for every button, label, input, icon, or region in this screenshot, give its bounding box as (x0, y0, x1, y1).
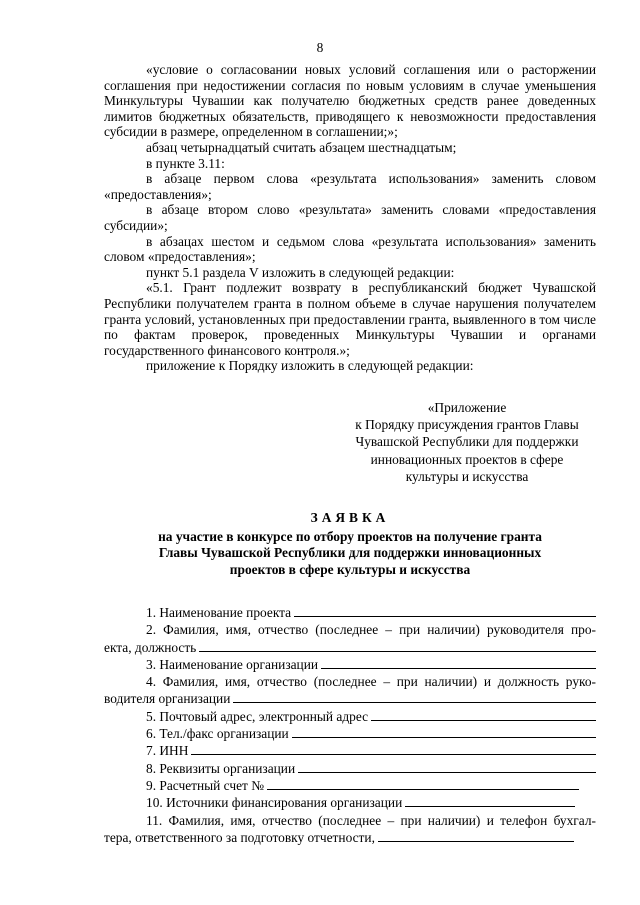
form-row-organization-head-cont (104, 690, 596, 707)
application-heading: ЗАЯВКА (310, 510, 390, 525)
form-row-accountant (104, 812, 596, 829)
account-field[interactable] (267, 777, 579, 790)
project-name-field[interactable] (294, 604, 596, 617)
inn-field[interactable] (191, 742, 596, 755)
form-label: тера, ответственного за подготовку отчетности, (104, 829, 375, 845)
paragraph-sixth-seventh-abzac: в абзацах шестом и седьмом слова «результата использования» заменить словом «предоставления»; (104, 233, 596, 265)
appendix-line: Чувашской Республики для поддержки (355, 434, 579, 450)
form-row-project-leader (104, 621, 596, 638)
form-row-phone (104, 725, 596, 742)
organization-name-field[interactable] (321, 656, 596, 669)
form-label: 3. Наименование организации (146, 656, 319, 672)
application-subtitle-line: на участие в конкурсе по отбору проектов на получение гранта (158, 528, 542, 544)
form-label: 2. Фамилия, имя, отчество (последнее – при наличии) руководителя про- (146, 622, 596, 638)
form-row-project-leader-cont (104, 639, 596, 656)
appendix-line: «Приложение (427, 400, 507, 415)
form-row-organization-name (104, 656, 596, 673)
accountant-field[interactable] (378, 829, 574, 842)
paragraph-point-3-11: в пункте 3.11: (146, 155, 225, 171)
form-row-project-name (104, 604, 596, 621)
paragraph-abzac-14: абзац четырнадцатый считать абзацем шестнадцатым; (146, 139, 457, 155)
application-form (104, 604, 596, 846)
form-row-funding (104, 794, 596, 811)
form-row-accountant-cont (104, 829, 596, 846)
appendix-line: культуры и искусства (405, 468, 529, 484)
address-field[interactable] (371, 708, 596, 721)
form-label: 1. Наименование проекта (146, 605, 292, 620)
paragraph-quoted-condition: «условие о согласовании новых условий соглашения или о расторжении соглашения при недостижении согласия по новым условиям в случае уменьшения Минкультуры Чувашии как получателю бюджетных средств ранее доведенных лимитов бюджетных обязательств, приводящего к невозможности предоставления субсидии в размере, определенном в соглашении;»; (104, 62, 596, 140)
requisites-field[interactable] (298, 760, 596, 773)
amendment-text (104, 62, 596, 374)
project-leader-field[interactable] (199, 639, 596, 652)
application-subtitle-line: Главы Чувашской Республики для поддержки инновационных (158, 545, 542, 561)
form-row-requisites (104, 760, 596, 777)
paragraph-point-5-1-intro: пункт 5.1 раздела V изложить в следующей редакции: (146, 264, 455, 280)
form-label: 4. Фамилия, имя, отчество (последнее – при наличии) и должность руко- (146, 674, 596, 690)
form-label: водителя организации (104, 691, 231, 707)
paragraph-point-5-1-text: «5.1. Грант подлежит возврату в республиканский бюджет Чувашской Республики получателем гранта в полном объеме в случае нарушения получателем гранта условий, установленных при предоставлении гранта, выявленного в том числе по фактам проверок, проведенных Минкультуры Чувашии и органами государственного финансового контроля.»; (104, 280, 596, 358)
form-label: екта, должность (104, 639, 197, 655)
appendix-header (338, 399, 596, 485)
paragraph-appendix-intro: приложение к Порядку изложить в следующей редакции: (146, 358, 474, 374)
paragraph-first-abzac: в абзаце первом слова «результата использования» заменить словом «предоставления»; (104, 171, 596, 202)
phone-field[interactable] (292, 725, 596, 738)
paragraph-second-abzac: в абзаце втором слово «результата» заменить словами «предоставления субсидии»; (104, 202, 596, 233)
form-label: 7. ИНН (146, 743, 189, 759)
application-subtitle-line: проектов в сфере культуры и искусства (229, 561, 471, 577)
form-row-organization-head (104, 673, 596, 690)
form-row-account (104, 777, 596, 794)
appendix-line: к Порядку присуждения грантов Главы (355, 417, 579, 433)
organization-head-field[interactable] (233, 690, 596, 703)
form-row-inn (104, 742, 596, 759)
form-label: 10. Источники финансирования организации (146, 795, 403, 811)
form-label: 11. Фамилия, имя, отчество (последнее – при наличии) и телефон бухгал- (146, 812, 596, 828)
funding-field[interactable] (405, 794, 575, 807)
application-title (104, 510, 596, 578)
form-label: 9. Расчетный счет № (146, 777, 264, 793)
page-number: 8 (316, 40, 324, 55)
form-label: 5. Почтовый адрес, электронный адрес (146, 708, 369, 724)
form-row-address (104, 708, 596, 725)
form-label: 8. Реквизиты организации (146, 760, 296, 776)
form-label: 6. Тел./факс организации (146, 726, 289, 742)
appendix-line: инновационных проектов в сфере (370, 451, 564, 467)
